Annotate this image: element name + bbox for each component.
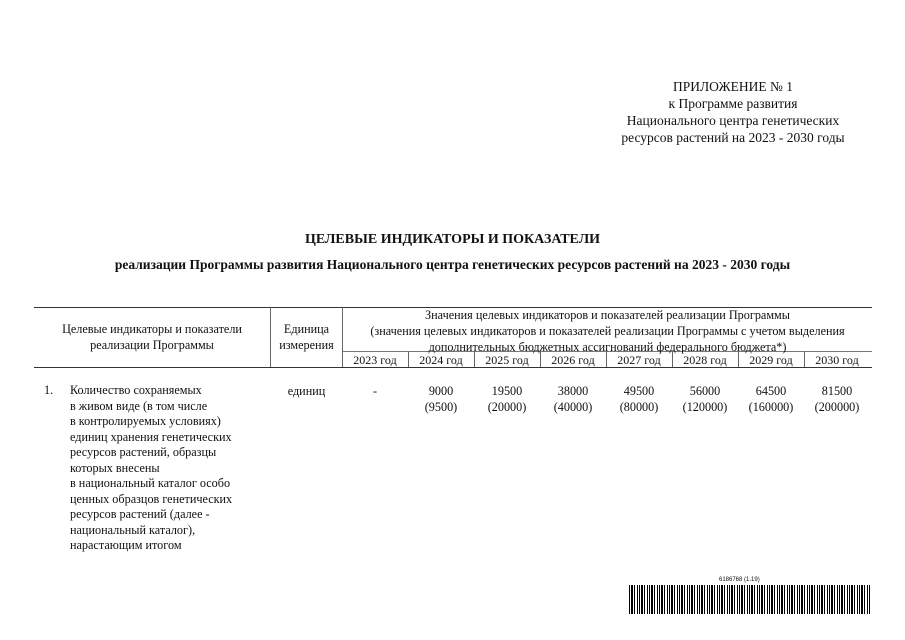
document-subtitle: реализации Программы развития Национального центра генетических ресурсов растений на 2023 - 2030 годы bbox=[114, 257, 791, 272]
header-indicator: Целевые индикаторы и показатели реализации Программы bbox=[62, 322, 242, 352]
unit-cell: единиц bbox=[287, 384, 326, 398]
value-cell: 19500 (20000) bbox=[487, 384, 527, 414]
document-title: ЦЕЛЕВЫЕ ИНДИКАТОРЫ И ПОКАЗАТЕЛИ bbox=[304, 232, 601, 247]
value-cell: 81500 (200000) bbox=[814, 384, 860, 414]
value-cell: 64500 (160000) bbox=[748, 384, 794, 414]
year-2023: 2023 год bbox=[353, 353, 397, 367]
value-cell: 56000 (120000) bbox=[682, 384, 728, 414]
header-bottom-rule bbox=[34, 367, 872, 368]
year-2024: 2024 год bbox=[419, 353, 463, 367]
header-values: Значения целевых индикаторов и показателей реализации Программы (значения целевых индикаторов и показателей реализации Программы с учетом выделения дополнительных бюджетных ассигнований федерального бюджета*) bbox=[370, 308, 845, 354]
appendix-header bbox=[560, 78, 905, 146]
barcode bbox=[629, 585, 871, 614]
year-2030: 2030 год bbox=[815, 353, 859, 367]
row-number: 1. bbox=[44, 383, 54, 397]
year-2028: 2028 год bbox=[683, 353, 727, 367]
year-2027: 2027 год bbox=[617, 353, 661, 367]
header-unit: Единица измерения bbox=[279, 322, 334, 352]
indicator-name: Количество сохраняемых в живом виде (в том числе в контролируемых условиях) единиц хранения генетических ресурсов растений, образцы которых внесены в национальный каталог особо ценных образцов генетических ресурсов растений (далее - национальный каталог), нарастающим итогом bbox=[70, 383, 233, 552]
appendix-line: ресурсов растений на 2023 - 2030 годы bbox=[621, 130, 845, 145]
year-2026: 2026 год bbox=[551, 353, 595, 367]
value-cell: - bbox=[372, 384, 378, 398]
appendix-line: Национального центра генетических bbox=[626, 113, 840, 128]
appendix-line: к Программе развития bbox=[668, 96, 798, 111]
value-cell: 9000 (9500) bbox=[424, 384, 458, 414]
value-cell: 38000 (40000) bbox=[553, 384, 593, 414]
year-2025: 2025 год bbox=[485, 353, 529, 367]
document-id: 6186768 (1.19) bbox=[719, 577, 760, 583]
value-cell: 49500 (80000) bbox=[619, 384, 659, 414]
year-2029: 2029 год bbox=[749, 353, 793, 367]
appendix-line: ПРИЛОЖЕНИЕ № 1 bbox=[672, 79, 794, 94]
